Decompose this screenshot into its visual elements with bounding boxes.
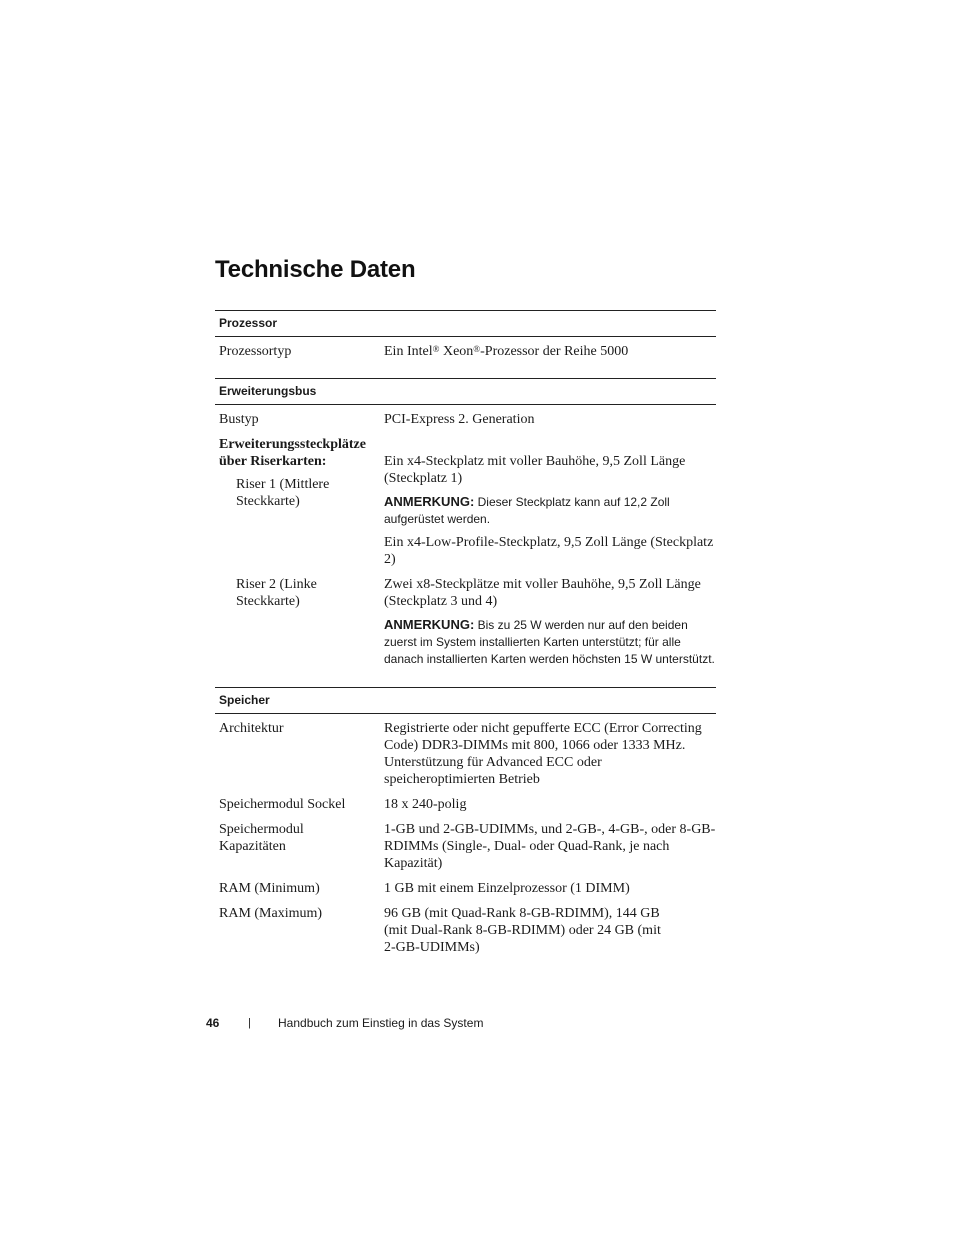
spec-label: Speichermodul Sockel bbox=[219, 797, 346, 812]
spec-row-ram-max bbox=[215, 905, 716, 956]
spec-value: 1 GB mit einem Einzelprozessor (1 DIMM) bbox=[384, 881, 630, 896]
spec-row-architektur bbox=[215, 720, 716, 788]
riser1-label: Riser 1 (Mittlere Steckkarte) bbox=[236, 477, 330, 509]
spec-label: Speichermodul Kapazitäten bbox=[219, 822, 304, 854]
registered-mark: ® bbox=[432, 344, 440, 354]
spec-label: Architektur bbox=[219, 721, 284, 736]
spec-label: RAM (Maximum) bbox=[219, 906, 323, 921]
page-number: 46 bbox=[206, 1016, 220, 1030]
spec-label: Bustyp bbox=[219, 412, 259, 427]
riser2-value: Zwei x8-Steckplätze mit voller Bauhöhe, 9,5 Zoll Länge (Steckplatz 3 und 4) bbox=[384, 577, 701, 609]
spec-value: Registrierte oder nicht gepufferte ECC (Error Correcting Code) DDR3-DIMMs mit 800, 1066 oder 1333 MHz. Unterstützung für Advanced ECC oder speicheroptimierten Betrieb bbox=[384, 721, 702, 787]
note-text: Bis zu 25 W werden nur auf den beiden zuerst im System installierten Karten unterstützt; für alle danach installierten Karten werden höchsten 15 W unterstützt. bbox=[384, 618, 715, 666]
section-header-erweiterungsbus: Erweiterungsbus bbox=[215, 378, 716, 405]
spec-row-kapazitaeten bbox=[215, 821, 716, 872]
spec-value bbox=[384, 343, 716, 360]
spec-row-riser2 bbox=[215, 576, 716, 668]
section-header-prozessor: Prozessor bbox=[215, 310, 716, 337]
spec-row-prozessortyp bbox=[215, 343, 716, 360]
spec-value-riser1 bbox=[384, 436, 716, 568]
value-part: Xeon bbox=[439, 344, 474, 359]
riser1-value-2: Ein x4-Low-Profile-Steckplatz, 9,5 Zoll Länge (Steckplatz 2) bbox=[384, 535, 714, 567]
riser1-value: Ein x4-Steckplatz mit voller Bauhöhe, 9,5 Zoll Länge (Steckplatz 1) bbox=[384, 454, 686, 486]
spec-row-ram-min bbox=[215, 880, 716, 897]
spec-value: 96 GB (mit Quad-Rank 8-GB-RDIMM), 144 GB (mit Dual-Rank 8-GB-RDIMM) oder 24 GB (mit 2-GB-UDIMMs) bbox=[384, 906, 661, 955]
note-label: ANMERKUNG: bbox=[384, 617, 475, 632]
riser2-note bbox=[384, 616, 716, 668]
spec-label: Prozessortyp bbox=[219, 344, 292, 359]
spec-row-slots bbox=[215, 436, 716, 568]
spec-row-bustyp bbox=[215, 411, 716, 428]
spec-value: 1-GB und 2-GB-UDIMMs, und 2-GB-, 4-GB-, oder 8-GB-RDIMMs (Single-, Dual- oder Quad-Rank, je nach Kapazität) bbox=[384, 822, 716, 871]
page-title: Technische Daten bbox=[215, 256, 416, 283]
registered-mark: ® bbox=[473, 344, 481, 354]
slots-heading: Erweiterungssteckplätze über Riserkarten: bbox=[219, 437, 366, 469]
riser1-note bbox=[384, 493, 716, 528]
footer-book-title: Handbuch zum Einstieg in das System bbox=[278, 1016, 484, 1030]
spec-value: 18 x 240-polig bbox=[384, 797, 467, 812]
riser2-label: Riser 2 (Linke Steckkarte) bbox=[236, 577, 317, 609]
footer-separator: | bbox=[248, 1017, 251, 1029]
note-text: Dieser Steckplatz kann auf 12,2 Zoll aufgerüstet werden. bbox=[384, 495, 670, 526]
note-label: ANMERKUNG: bbox=[384, 494, 475, 509]
spec-row-sockel bbox=[215, 796, 716, 813]
section-header-speicher: Speicher bbox=[215, 687, 716, 714]
value-part: -Prozessor der Reihe 5000 bbox=[480, 344, 629, 359]
spec-table bbox=[215, 310, 716, 964]
spec-value: PCI-Express 2. Generation bbox=[384, 412, 535, 427]
spec-value-riser2 bbox=[384, 576, 716, 668]
spec-label-slots bbox=[215, 436, 384, 568]
value-part: Ein Intel bbox=[384, 344, 433, 359]
spec-label: RAM (Minimum) bbox=[219, 881, 320, 896]
